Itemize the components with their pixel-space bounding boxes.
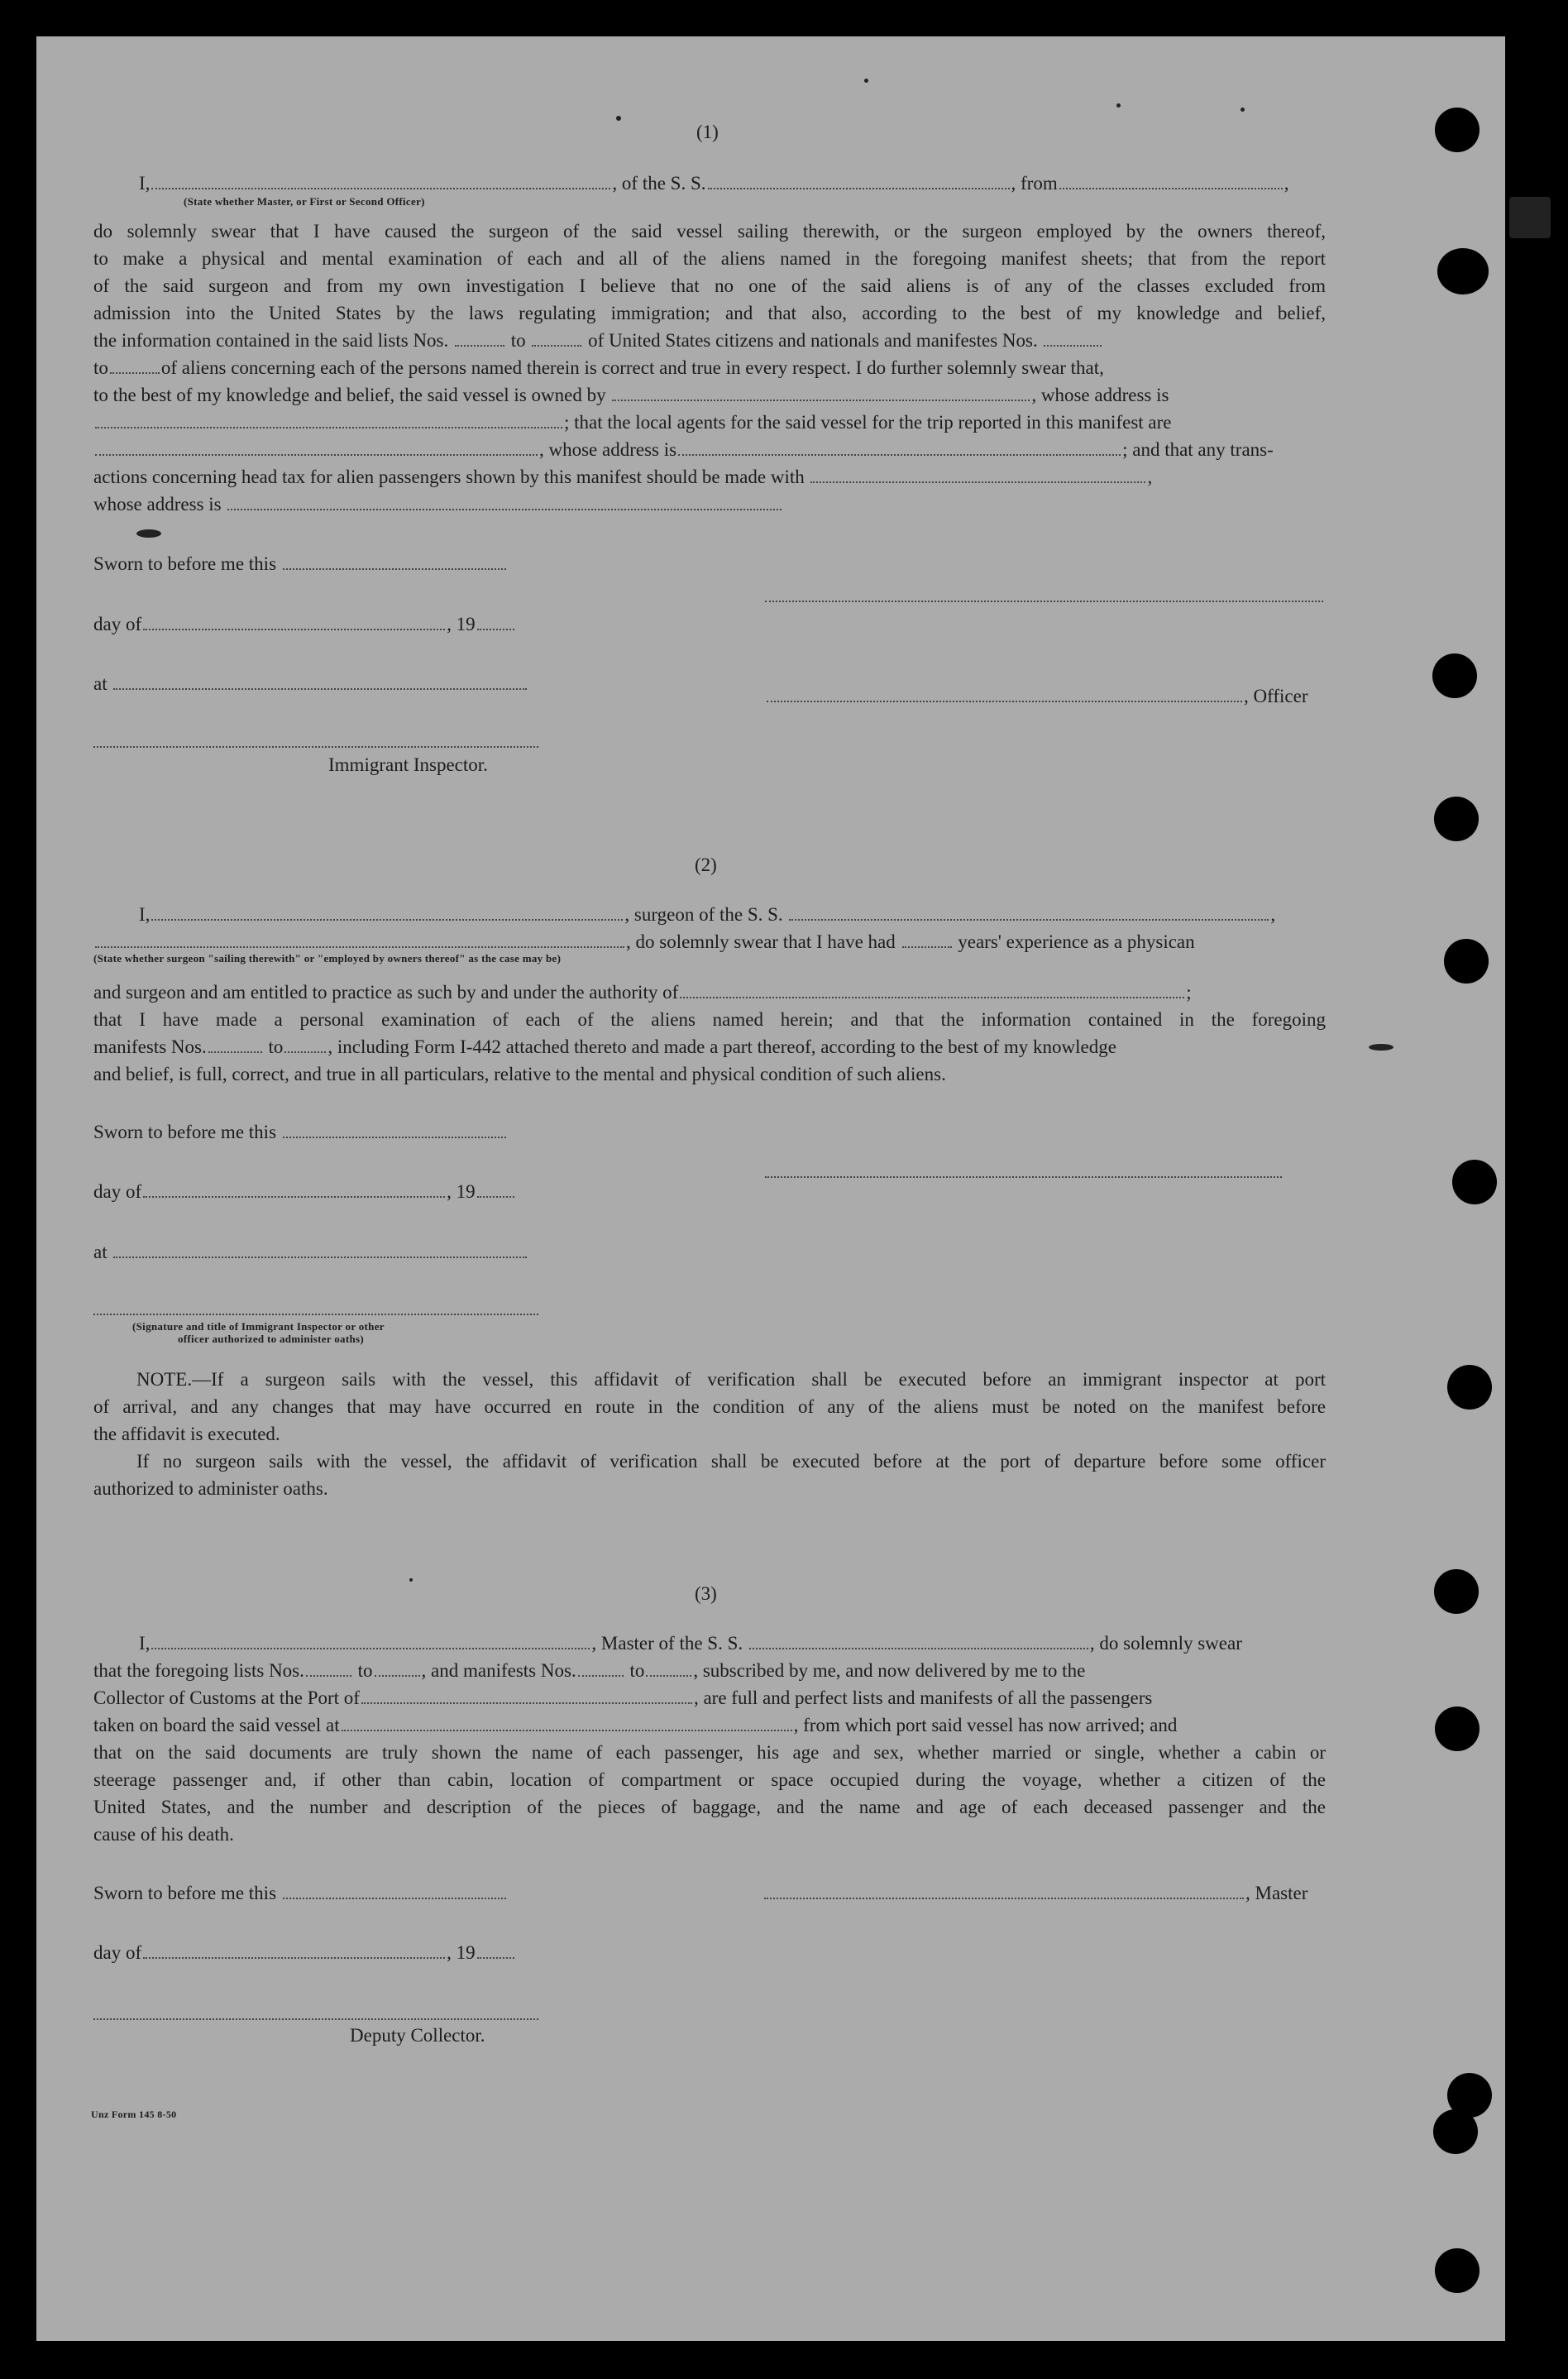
section-1-lists-line: the information contained in the said lists Nos. to of United States citizens and nationals and manifestes Nos.: [93, 331, 1103, 350]
section-2-line-1: I, , surgeon of the S. S. ,: [139, 904, 1276, 925]
punch-hole: [1434, 797, 1479, 841]
master-vessel-field[interactable]: [749, 1648, 1088, 1649]
section-2-day-line: day of , 19: [93, 1182, 516, 1201]
sworn-place-field[interactable]: [113, 1257, 527, 1258]
punch-hole: [1444, 939, 1489, 984]
section-2-sworn-line: Sworn to before me this: [93, 1122, 508, 1142]
lists-from-field[interactable]: [306, 1675, 351, 1677]
scan-artifact: [616, 116, 621, 121]
lists-to-field[interactable]: [375, 1675, 420, 1677]
master-signature-line: , Master: [762, 1884, 1307, 1903]
section-1-line-1: I, , of the S. S. , from ,: [139, 173, 1289, 194]
surgeon-status-note: (State whether surgeon "sailing therewith" or "employed by owners thereof" as the case may be): [93, 952, 562, 965]
vessel-name-field[interactable]: [708, 188, 1010, 189]
section-3-line-4: taken on board the said vessel at , from which port said vessel has now arrived; and: [93, 1715, 1178, 1735]
manifests-to-field[interactable]: [646, 1675, 691, 1677]
section-1-at-line: at: [93, 674, 528, 693]
punch-hole: [1437, 248, 1489, 294]
section-3-body-line: that on the said documents are truly shown the name of each passenger, his age and sex, whether married or single, whether a cabin or: [93, 1742, 1326, 1763]
section-1-sworn-line: Sworn to before me this: [93, 554, 508, 573]
scan-artifact: [1116, 103, 1121, 108]
signature-note: (Signature and title of Immigrant Inspector or other: [132, 1320, 385, 1333]
scan-artifact: [1509, 197, 1551, 238]
surgeon-signature-line[interactable]: [765, 1176, 1282, 1178]
sworn-month-field[interactable]: [143, 1196, 445, 1198]
section-1-day-line: day of , 19: [93, 615, 516, 634]
punch-hole: [1452, 1160, 1497, 1204]
scan-artifact: [136, 529, 161, 538]
note-line: NOTE.—If a surgeon sails with the vessel, this affidavit of verification shall be executed before an immigrant inspector at port: [136, 1369, 1326, 1390]
immigrant-inspector-label: Immigrant Inspector.: [328, 754, 488, 775]
section-2-body-line: that I have made a personal examination of each of the aliens named herein; and that the information contained in the foregoing: [93, 1009, 1326, 1030]
manifests-from-field[interactable]: [578, 1675, 624, 1677]
surgeon-status-field[interactable]: [95, 946, 624, 948]
deputy-collector-label: Deputy Collector.: [350, 2025, 485, 2046]
punch-hole: [1435, 108, 1480, 152]
agents-address-field[interactable]: [678, 454, 1121, 456]
port-field[interactable]: [361, 1702, 692, 1704]
signature-line[interactable]: [765, 601, 1323, 602]
section-2-at-line: at: [93, 1242, 528, 1261]
signature-note: officer authorized to administer oaths): [178, 1333, 364, 1345]
authority-field[interactable]: [680, 997, 1184, 998]
head-tax-address-field[interactable]: [227, 509, 782, 510]
sworn-month-field[interactable]: [143, 629, 445, 630]
owner-field[interactable]: [612, 400, 1030, 401]
note-line: of arrival, and any changes that may have occurred en route in the condition of any of the aliens must be noted on the manifest before: [93, 1396, 1326, 1417]
collector-signature-line[interactable]: [93, 2018, 538, 2020]
manifests-from-field[interactable]: [1044, 345, 1102, 347]
section-1-agents-address-line: , whose address is ; and that any trans-: [93, 440, 1274, 459]
scan-artifact: [1369, 1044, 1394, 1051]
note-line: the affidavit is executed.: [93, 1424, 280, 1444]
section-1-body-line: do solemnly swear that I have caused the surgeon of the said vessel sailing therewith, or the surgeon employed by the owners thereof,: [93, 221, 1326, 242]
surgeon-name-field[interactable]: [151, 919, 623, 921]
lists-from-field[interactable]: [455, 345, 504, 347]
section-3-line-1: I, , Master of the S. S. , do solemnly swear: [139, 1633, 1242, 1654]
section-2-heading: (2): [695, 854, 717, 875]
punch-hole: [1432, 653, 1477, 698]
punch-hole: [1435, 1706, 1480, 1751]
years-experience-field[interactable]: [902, 946, 952, 948]
section-1-body-line: of the said surgeon and from my own investigation I believe that no one of the said aliens is of any of the classes excluded from: [93, 275, 1326, 296]
officer-name-field[interactable]: [151, 188, 610, 189]
note-line: If no surgeon sails with the vessel, the affidavit of verification shall be executed before at the port of departure before some officer: [136, 1451, 1326, 1472]
manifests-to-field[interactable]: [110, 372, 160, 374]
section-1-owned-line: to the best of my knowledge and belief, the said vessel is owned by , whose address is: [93, 385, 1169, 405]
section-3-body-line: steerage passenger and, if other than cabin, location of compartment or space occupied during the voyage, whether a citizen of the: [93, 1769, 1326, 1790]
punch-hole: [1447, 1365, 1492, 1410]
punch-hole: [1433, 2109, 1478, 2154]
officer-rank-note: (State whether Master, or First or Second Officer): [184, 195, 425, 208]
officer-signature-field[interactable]: [767, 701, 1242, 702]
lists-to-field[interactable]: [532, 345, 581, 347]
section-1-head-tax-line: actions concerning head tax for alien passengers shown by this manifest should be made with ,: [93, 467, 1153, 487]
punch-hole: [1435, 2248, 1480, 2293]
section-3-body-line: United States, and the number and description of the pieces of baggage, and the name and age of each deceased passenger and the: [93, 1797, 1326, 1817]
section-3-sworn-line: Sworn to before me this: [93, 1884, 508, 1903]
section-1-agents-line: ; that the local agents for the said vessel for the trip reported in this manifest are: [93, 413, 1171, 432]
surgeon-vessel-field[interactable]: [789, 919, 1269, 921]
section-2-line-3: and surgeon and am entitled to practice as such by and under the authority of ;: [93, 982, 1192, 1003]
section-3-heading: (3): [695, 1583, 717, 1604]
manifests-from-field[interactable]: [208, 1051, 262, 1053]
sworn-month-field[interactable]: [143, 1957, 445, 1959]
section-3-body-line: cause of his death.: [93, 1824, 234, 1845]
section-1-heading: (1): [696, 122, 719, 142]
section-2-line-5: manifests Nos. to , including Form I-442 attached thereto and made a part thereof, according to the best of my knowledge: [93, 1036, 1116, 1057]
manifests-to-field[interactable]: [284, 1051, 326, 1053]
head-tax-payee-field[interactable]: [810, 481, 1145, 483]
scan-artifact: [409, 1578, 413, 1582]
sworn-year-field[interactable]: [477, 629, 514, 630]
section-3-line-3: Collector of Customs at the Port of , are full and perfect lists and manifests of all the passengers: [93, 1687, 1153, 1708]
sworn-year-field[interactable]: [477, 1196, 514, 1198]
scan-artifact: [864, 79, 868, 83]
section-3-day-line: day of , 19: [93, 1943, 516, 1962]
punch-hole: [1434, 1569, 1479, 1614]
embarkation-port-field[interactable]: [342, 1730, 792, 1731]
officer-signature-line: , Officer: [765, 687, 1307, 706]
section-2-body-line: and belief, is full, correct, and true in all particulars, relative to the mental and physical condition of such aliens.: [93, 1064, 946, 1084]
section-1-whose-address-line: whose address is: [93, 495, 783, 514]
master-name-field[interactable]: [151, 1648, 590, 1649]
owner-address-field[interactable]: [95, 427, 562, 428]
sworn-place-field[interactable]: [113, 688, 527, 690]
from-port-field[interactable]: [1059, 188, 1283, 189]
agents-field[interactable]: [95, 454, 538, 456]
section-1-to-line: to of aliens concerning each of the persons named therein is correct and true in every respect. I do further solemnly swear that,: [93, 357, 1104, 378]
scan-artifact: [1241, 108, 1245, 112]
sworn-day-field[interactable]: [283, 1898, 506, 1899]
form-number: Unz Form 145 8-50: [91, 2109, 177, 2120]
section-2-line-2: , do solemnly swear that I have had years' experience as a physican: [93, 932, 1195, 951]
sworn-day-field[interactable]: [283, 1137, 506, 1138]
note-line: authorized to administer oaths.: [93, 1478, 328, 1499]
inspector-signature-line[interactable]: [93, 746, 538, 748]
section-1-body-line: admission into the United States by the laws regulating immigration; and that also, according to the best of my knowledge and belief,: [93, 303, 1326, 323]
inspector-signature-line[interactable]: [93, 1314, 538, 1315]
sworn-day-field[interactable]: [283, 568, 506, 570]
sworn-year-field[interactable]: [477, 1957, 514, 1959]
section-3-line-2: that the foregoing lists Nos. to , and manifests Nos. to , subscribed by me, and now delivered by me to the: [93, 1660, 1086, 1681]
section-1-body-line: to make a physical and mental examination of each and all of the aliens named in the foregoing manifest sheets; that from the report: [93, 248, 1326, 269]
master-signature-field[interactable]: [764, 1898, 1244, 1899]
